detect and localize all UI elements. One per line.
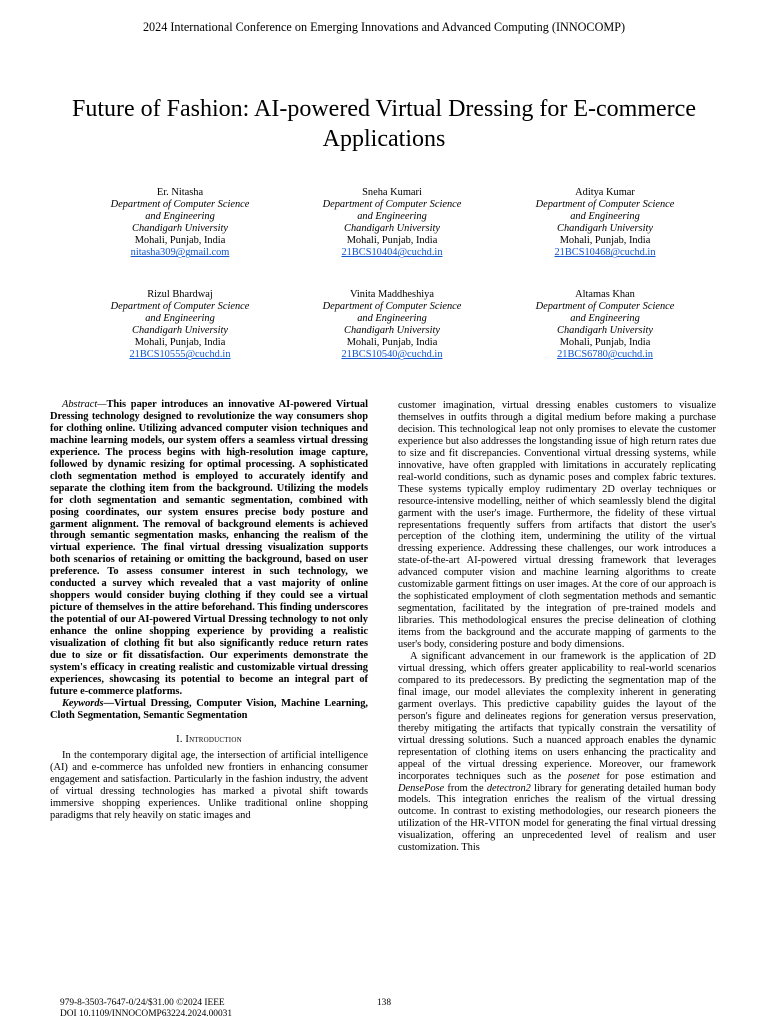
right-column <box>398 400 716 854</box>
author-name: Rizul Bhardwaj <box>147 289 213 300</box>
body-text: A significant advancement in our framework is the application of 2D virtual dressing, which offers greater applicability to real-world scenarios compared to its predecessors. By predicting the segmentation map of the final image, our model alleviates the complexity inherent in generating garment overlays. This predictive capability guides the layout of the person's figure and delineates regions for generation versus preservation, thereby mitigating the artifacts that typically constrain the versatility of virtual dressing solutions. Such a nuanced approach enables the dynamic representation of clothing items on users enhancing the practicality and appeal of the virtual dressing experience. Moreover, our framework incorporates techniques such as the <box>398 651 716 782</box>
author-email-link[interactable]: nitasha309@gmail.com <box>130 247 230 259</box>
abstract-text: This paper introduces an innovative AI-powered Virtual Dressing technology designed to revolutionize the way consumers shop for clothing online. Utilizing advanced computer vision techniques and machine learning models, our system offers a seamless virtual dressing experience. The process begins with high-resolution image capture, followed by dynamic resizing for optimal processing. A sophisticated cloth segmentation method is employed to accurately identify and separate the clothing item from the background. Utilizing the models for cloth segmentation and semantic segmentation, combined with posing coordinates, our system ensures precise body posture and garment alignment. The removal of background elements is achieved through semantic segmentation masks, enhancing the realism of the virtual experience. The final virtual dressing visualization supports both scenarios of retaining or omitting the background, based on user preference. To assess consumer interest in such technology, we conducted a survey which revealed that a vast majority of online shoppers would consider buying clothing if they could see a virtual picture of themselves in the attire beforehand. This finding underscores the potential of our AI-powered Virtual Dressing technology to not only enhance the online shopping experience by providing a realistic visualization of clothing fit but also significantly reduce return rates due to size or fit dissatisfaction. Our experiments demonstrate the system's efficacy in creating realistic and customizable virtual dressing experiences, showcasing its potential to become an integral part of future e-commerce platforms. <box>50 399 368 697</box>
section-heading: I. Introduction <box>176 733 242 745</box>
author-4 <box>80 289 280 362</box>
author-dept: and Engineering <box>145 313 215 325</box>
footer-doi: DOI 10.1109/INNOCOMP63224.2024.00031 <box>60 1008 233 1019</box>
author-dept: Department of Computer Science <box>535 301 675 313</box>
author-6 <box>505 289 705 362</box>
author-dept: and Engineering <box>357 211 427 223</box>
author-location: Mohali, Punjab, India <box>559 337 651 349</box>
footer-isbn: 979-8-3503-7647-0/24/$31.00 ©2024 IEEE <box>60 998 225 1008</box>
keywords <box>50 698 368 722</box>
intro-paragraph: In the contemporary digital age, the intersection of artificial intelligence (AI) and e-commerce has unfolded new frontiers in enhancing consumer engagement and satisfaction. Particularly in the fashion industry, the advent of virtual dressing technologies has marked a pivotal shift towards immersive shopping experiences. Unlike traditional online shopping paradigms that rely heavily on static images and <box>50 749 368 821</box>
keywords-label: Keywords <box>62 697 104 709</box>
author-1 <box>80 187 280 260</box>
author-email-link[interactable]: 21BCS10468@cuchd.in <box>554 247 656 259</box>
author-university: Chandigarh University <box>344 325 440 337</box>
abstract-label: Abstract— <box>62 399 107 410</box>
author-5 <box>292 289 492 362</box>
author-2 <box>292 187 492 260</box>
author-email-link[interactable]: 21BCS10404@cuchd.in <box>341 247 443 259</box>
densepose-term: DensePose <box>398 782 445 794</box>
author-university: Chandigarh University <box>344 223 440 235</box>
author-dept: Department of Computer Science <box>535 199 675 211</box>
author-dept: Department of Computer Science <box>322 199 462 211</box>
paper-title: Future of Fashion: AI-powered Virtual Dressing for E-commerce Applications <box>72 96 696 152</box>
author-location: Mohali, Punjab, India <box>134 337 226 349</box>
author-email-link[interactable]: 21BCS6780@cuchd.in <box>557 349 653 361</box>
author-dept: and Engineering <box>570 313 640 325</box>
body-text: for pose estimation and <box>599 770 716 782</box>
author-dept: Department of Computer Science <box>322 301 462 313</box>
author-3 <box>505 187 705 260</box>
left-column <box>50 399 368 821</box>
body-text: library for generating detailed human body models. This integration enriches the realism of the virtual dressing outcome. In contrast to existing methodologies, our research pioneers the utilization of the HR-VITON model for generating the final virtual dressing visualization, offering an unprecedented level of realism and user customization. This <box>398 782 717 854</box>
author-name: Vinita Maddheshiya <box>350 289 434 300</box>
author-location: Mohali, Punjab, India <box>346 337 438 349</box>
body-paragraph <box>398 651 716 854</box>
keywords-text: —Virtual Dressing, Computer Vision, Machine Learning, Cloth Segmentation, Semantic Segmentation <box>50 697 368 721</box>
author-dept: and Engineering <box>357 313 427 325</box>
author-university: Chandigarh University <box>557 223 653 235</box>
author-university: Chandigarh University <box>557 325 653 337</box>
author-email-link[interactable]: 21BCS10540@cuchd.in <box>341 349 443 361</box>
author-dept: Department of Computer Science <box>110 199 250 211</box>
author-dept: and Engineering <box>145 211 215 223</box>
body-paragraph: customer imagination, virtual dressing enables customers to visualize themselves in outfits through a digital medium before making a purchase decision. This technological leap not only promises to elevate the customer experience but also addresses the longstanding issue of high return rates due to size and fit discrepancies. Conventional virtual dressing systems, while innovative, have often grappled with limitations in accurately replicating real-world conditions, such as dynamic poses and complex fabric textures. These systems typically employ rudimentary 2D overlay techniques or resource-intensive modelling, neither of which seamlessly blend the digital garment with the user's image. Furthermore, the fidelity of these virtual representations frequently suffers from artifacts that distort the user's perception of the clothing item, undermining the utility of the virtual dressing experience. Addressing these challenges, our work introduces a state-of-the-art AI-powered virtual dressing framework that leverages advanced computer vision and machine learning algorithms to create customizable garment fittings on user images. At the core of our approach is the sophisticated employment of cloth segmentation methods and semantic segmentation, facilitated by the integration of pre-trained models and libraries. This methodological ensures the precise delineation of clothing items from the background and the accurate mapping of garments to the user's body, considering posture and body dimensions. <box>398 400 716 651</box>
author-location: Mohali, Punjab, India <box>134 235 226 247</box>
author-name: Aditya Kumar <box>575 187 635 198</box>
footer-copyright <box>60 998 232 1019</box>
author-university: Chandigarh University <box>132 223 228 235</box>
author-name: Er. Nitasha <box>156 187 204 198</box>
body-text: from the <box>444 782 487 794</box>
detectron-term: detectron2 <box>486 782 531 794</box>
author-name: Sneha Kumari <box>362 187 422 198</box>
author-location: Mohali, Punjab, India <box>346 235 438 247</box>
abstract <box>50 399 368 698</box>
author-dept: and Engineering <box>570 211 640 223</box>
page-number: 138 <box>376 998 392 1008</box>
posenet-term: posenet <box>567 770 600 782</box>
author-email-link[interactable]: 21BCS10555@cuchd.in <box>129 349 231 361</box>
conference-header: 2024 International Conference on Emerging Innovations and Advanced Computing (INNOCOMP) <box>142 20 626 34</box>
author-name: Altamas Khan <box>575 289 635 300</box>
author-dept: Department of Computer Science <box>110 301 250 313</box>
author-location: Mohali, Punjab, India <box>559 235 651 247</box>
author-university: Chandigarh University <box>132 325 228 337</box>
